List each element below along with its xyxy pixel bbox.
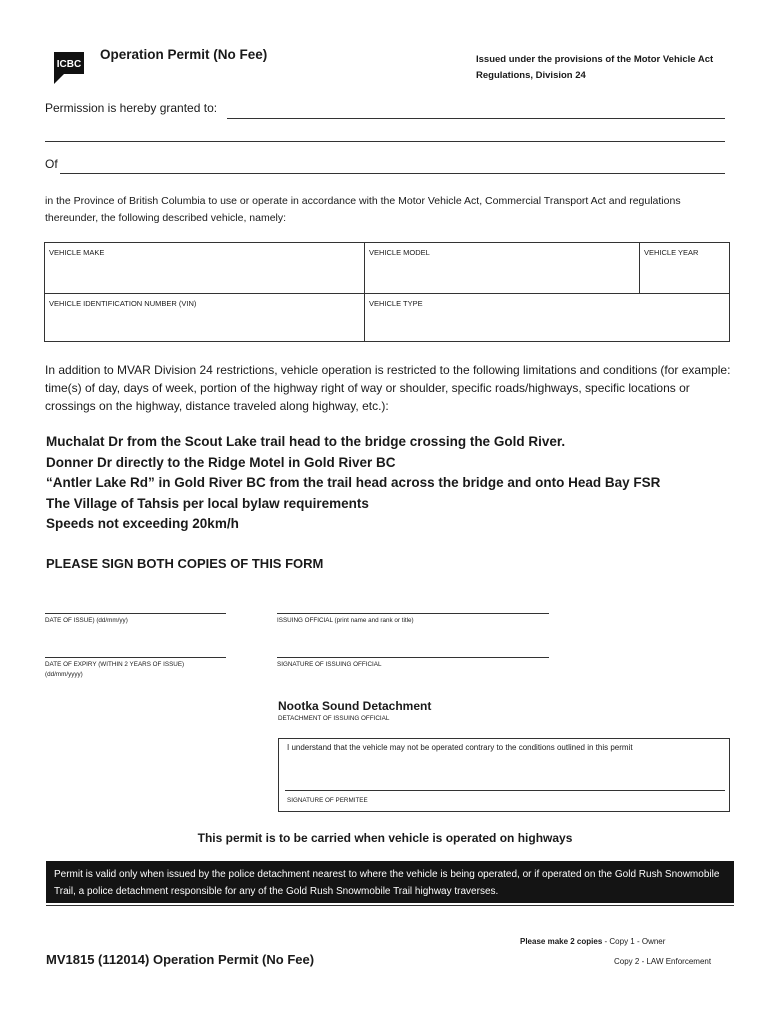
date-of-issue-field[interactable] (45, 613, 226, 614)
permission-label: Permission is hereby granted to: (45, 101, 218, 115)
official-signature-label: SIGNATURE OF ISSUING OFFICIAL (277, 661, 382, 668)
permittee-signature-field[interactable] (285, 790, 725, 791)
issuing-official-field[interactable] (277, 613, 549, 614)
date-of-expiry-field[interactable] (45, 657, 226, 658)
condition-item: The Village of Tahsis per local bylaw requirements (46, 495, 369, 511)
vehicle-type-label: VEHICLE TYPE (369, 299, 423, 308)
carry-permit-notice: This permit is to be carried when vehicle is operated on highways (197, 831, 573, 845)
issued-line-1: Issued under the provisions of the Motor Vehicle Act (476, 54, 714, 65)
vehicle-model-label: VEHICLE MODEL (369, 248, 430, 257)
intro-paragraph: in the Province of British Columbia to use or operate in accordance with the Motor Vehicle Act, Commercial Transport Act and regulations thereunder, the following described vehicle, namely: (45, 195, 681, 224)
vin-label: VEHICLE IDENTIFICATION NUMBER (VIN) (49, 299, 197, 308)
copies-instruction (520, 937, 665, 946)
understand-text: I understand that the vehicle may not be operated contrary to the conditions outlined in this permit (287, 743, 633, 752)
vehicle-make-cell[interactable] (45, 243, 365, 294)
please-make-copies: Please make 2 copies (520, 937, 603, 946)
validity-divider (46, 905, 734, 906)
date-of-expiry-format: (dd/mm/yyyy) (45, 671, 83, 678)
of-label: Of (45, 157, 58, 171)
vehicle-model-cell[interactable] (365, 243, 640, 294)
vehicle-year-cell[interactable] (640, 243, 729, 294)
permittee-acknowledgement-box (278, 738, 730, 812)
condition-item: Speeds not exceeding 20km/h (46, 516, 239, 531)
icbc-logo (50, 50, 88, 86)
copy-2-law-enforcement: Copy 2 - LAW Enforcement (614, 957, 712, 966)
grantee-name-field[interactable] (227, 118, 725, 119)
vehicle-year-label: VEHICLE YEAR (644, 248, 699, 257)
vehicle-table (44, 242, 730, 342)
form-number: MV1815 (112014) Operation Permit (No Fee) (46, 952, 315, 967)
date-of-issue-label: DATE OF ISSUE) (dd/mm/yy) (45, 617, 128, 624)
issued-line-2: Regulations, Division 24 (476, 70, 586, 81)
grantee-name-line-2[interactable] (45, 141, 725, 142)
condition-item: Muchalat Dr from the Scout Lake trail head to the bridge crossing the Gold River. (46, 434, 566, 449)
sign-both-copies-notice: PLEASE SIGN BOTH COPIES OF THIS FORM (46, 556, 324, 571)
date-of-expiry-label: DATE OF EXPIRY (WITHIN 2 YEARS OF ISSUE) (45, 661, 185, 668)
grantee-address-field[interactable] (60, 173, 725, 174)
restrictions-paragraph: In addition to MVAR Division 24 restrictions, vehicle operation is restricted to the following limitations and conditions (for example: time(s) of day, days of week, portion of the highway right of way or shoulder, specific roads/highways, specific locations or crossings on the highway, distance traveled along highway, etc.): (45, 363, 731, 413)
form-title: Operation Permit (No Fee) (100, 47, 268, 62)
vin-cell[interactable] (45, 294, 365, 341)
official-signature-field[interactable] (277, 657, 549, 658)
permittee-signature-label: SIGNATURE OF PERMITEE (287, 797, 368, 804)
condition-item: Donner Dr directly to the Ridge Motel in Gold River BC (46, 454, 396, 470)
issuing-official-label: ISSUING OFFICIAL (print name and rank or title) (277, 617, 414, 624)
vehicle-type-cell[interactable] (365, 294, 729, 341)
condition-item: “Antler Lake Rd” in Gold River BC from the trail head across the bridge and onto Head Bay FSR (46, 475, 661, 490)
icbc-logo-text: ICBC (56, 59, 82, 70)
conditions-list (46, 432, 660, 535)
issued-under-text (476, 52, 746, 84)
vehicle-make-label: VEHICLE MAKE (49, 248, 105, 257)
detachment-value: Nootka Sound Detachment (278, 699, 432, 713)
detachment-label: DETACHMENT OF ISSUING OFFICIAL (278, 715, 390, 722)
copy-1-owner: - Copy 1 - Owner (602, 937, 666, 946)
validity-notice-bar (46, 861, 734, 903)
validity-notice-text: Permit is valid only when issued by the police detachment nearest to where the vehicle is being operated, or if operated on the Gold Rush Snowmobile Trail, a police detachment responsible for any of the Gold Rush Snowmobile Trail highway traverses. (54, 869, 720, 897)
